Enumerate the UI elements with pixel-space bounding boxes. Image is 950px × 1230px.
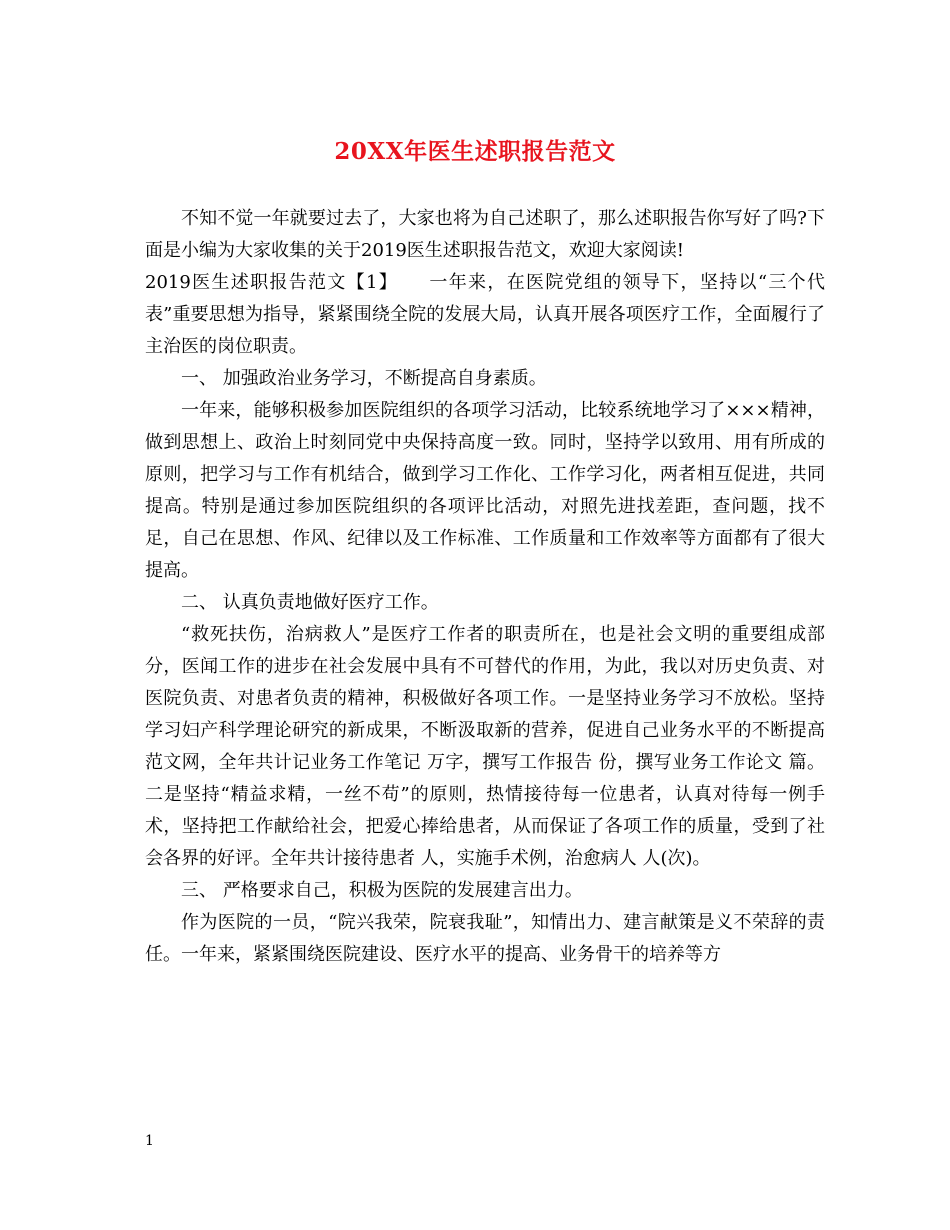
section-heading-3: 三、 严格要求自己，积极为医院的发展建言出力。 (181, 880, 583, 901)
section-heading-1: 一、 加强政治业务学习，不断提高自身素质。 (181, 368, 547, 389)
intro-paragraph: 不知不觉一年就要过去了，大家也将为自己述职了，那么述职报告你写好了吗?下面是小编为大家收集的关于2019医生述职报告范文，欢迎大家阅读! (145, 208, 825, 261)
paragraph-2: “救死扶伤，治病救人”是医疗工作者的职责所在，也是社会文明的重要组成部分，医闻工作的进步在社会发展中具有不可替代的作用，为此，我以对历史负责、对医院负责、对患者负责的精神，积极做好各项工作。一是坚持业务学习不放松。坚持学习妇产科学理论研究的新成果，不断汲取新的营养，促进自己业务水平的不断提高范文网，全年共计记业务工作笔记 万字，撰写工作报告 份，撰写业务工作论文 篇。二是坚持“精益求精，一丝不苟”的原则，热情接待每一位患者，认真对待每一例手术，坚持把工作献给社会，把爱心捧给患者，从而保证了各项工作的质量，受到了社会各界的好评。全年共计接待患者 人，实施手术例，治愈病人 人(次)。 (145, 624, 825, 869)
section-opening-paragraph (145, 267, 825, 363)
page-number: 1 (145, 1133, 154, 1149)
document-body (145, 203, 825, 971)
section-opening-text: 一年来，在医院党组的领导下，坚持以“三个代表”重要思想为指导，紧紧围绕全院的发展大局，认真开展各项医疗工作，全面履行了主治医的岗位职责。 (145, 272, 825, 357)
paragraph-1: 一年来，能够积极参加医院组织的各项学习活动，比较系统地学习了×××精神，做到思想上、政治上时刻同党中央保持高度一致。同时，坚持学以致用、用有所成的原则，把学习与工作有机结合，做到学习工作化、工作学习化，两者相互促进，共同提高。特别是通过参加医院组织的各项评比活动，对照先进找差距，查问题，找不足，自己在思想、作风、纪律以及工作标准、工作质量和工作效率等方面都有了很大提高。 (145, 400, 825, 581)
paragraph-3: 作为医院的一员，“院兴我荣，院衰我耻”，知情出力、建言献策是义不荣辞的责任。一年来，紧紧围绕医院建设、医疗水平的提高、业务骨干的培养等方 (145, 912, 825, 965)
section-label: 2019医生述职报告范文【1】 (145, 272, 399, 293)
section-heading-2: 二、 认真负责地做好医疗工作。 (181, 592, 439, 613)
document-title: 20XX年医生述职报告范文 (334, 138, 616, 165)
